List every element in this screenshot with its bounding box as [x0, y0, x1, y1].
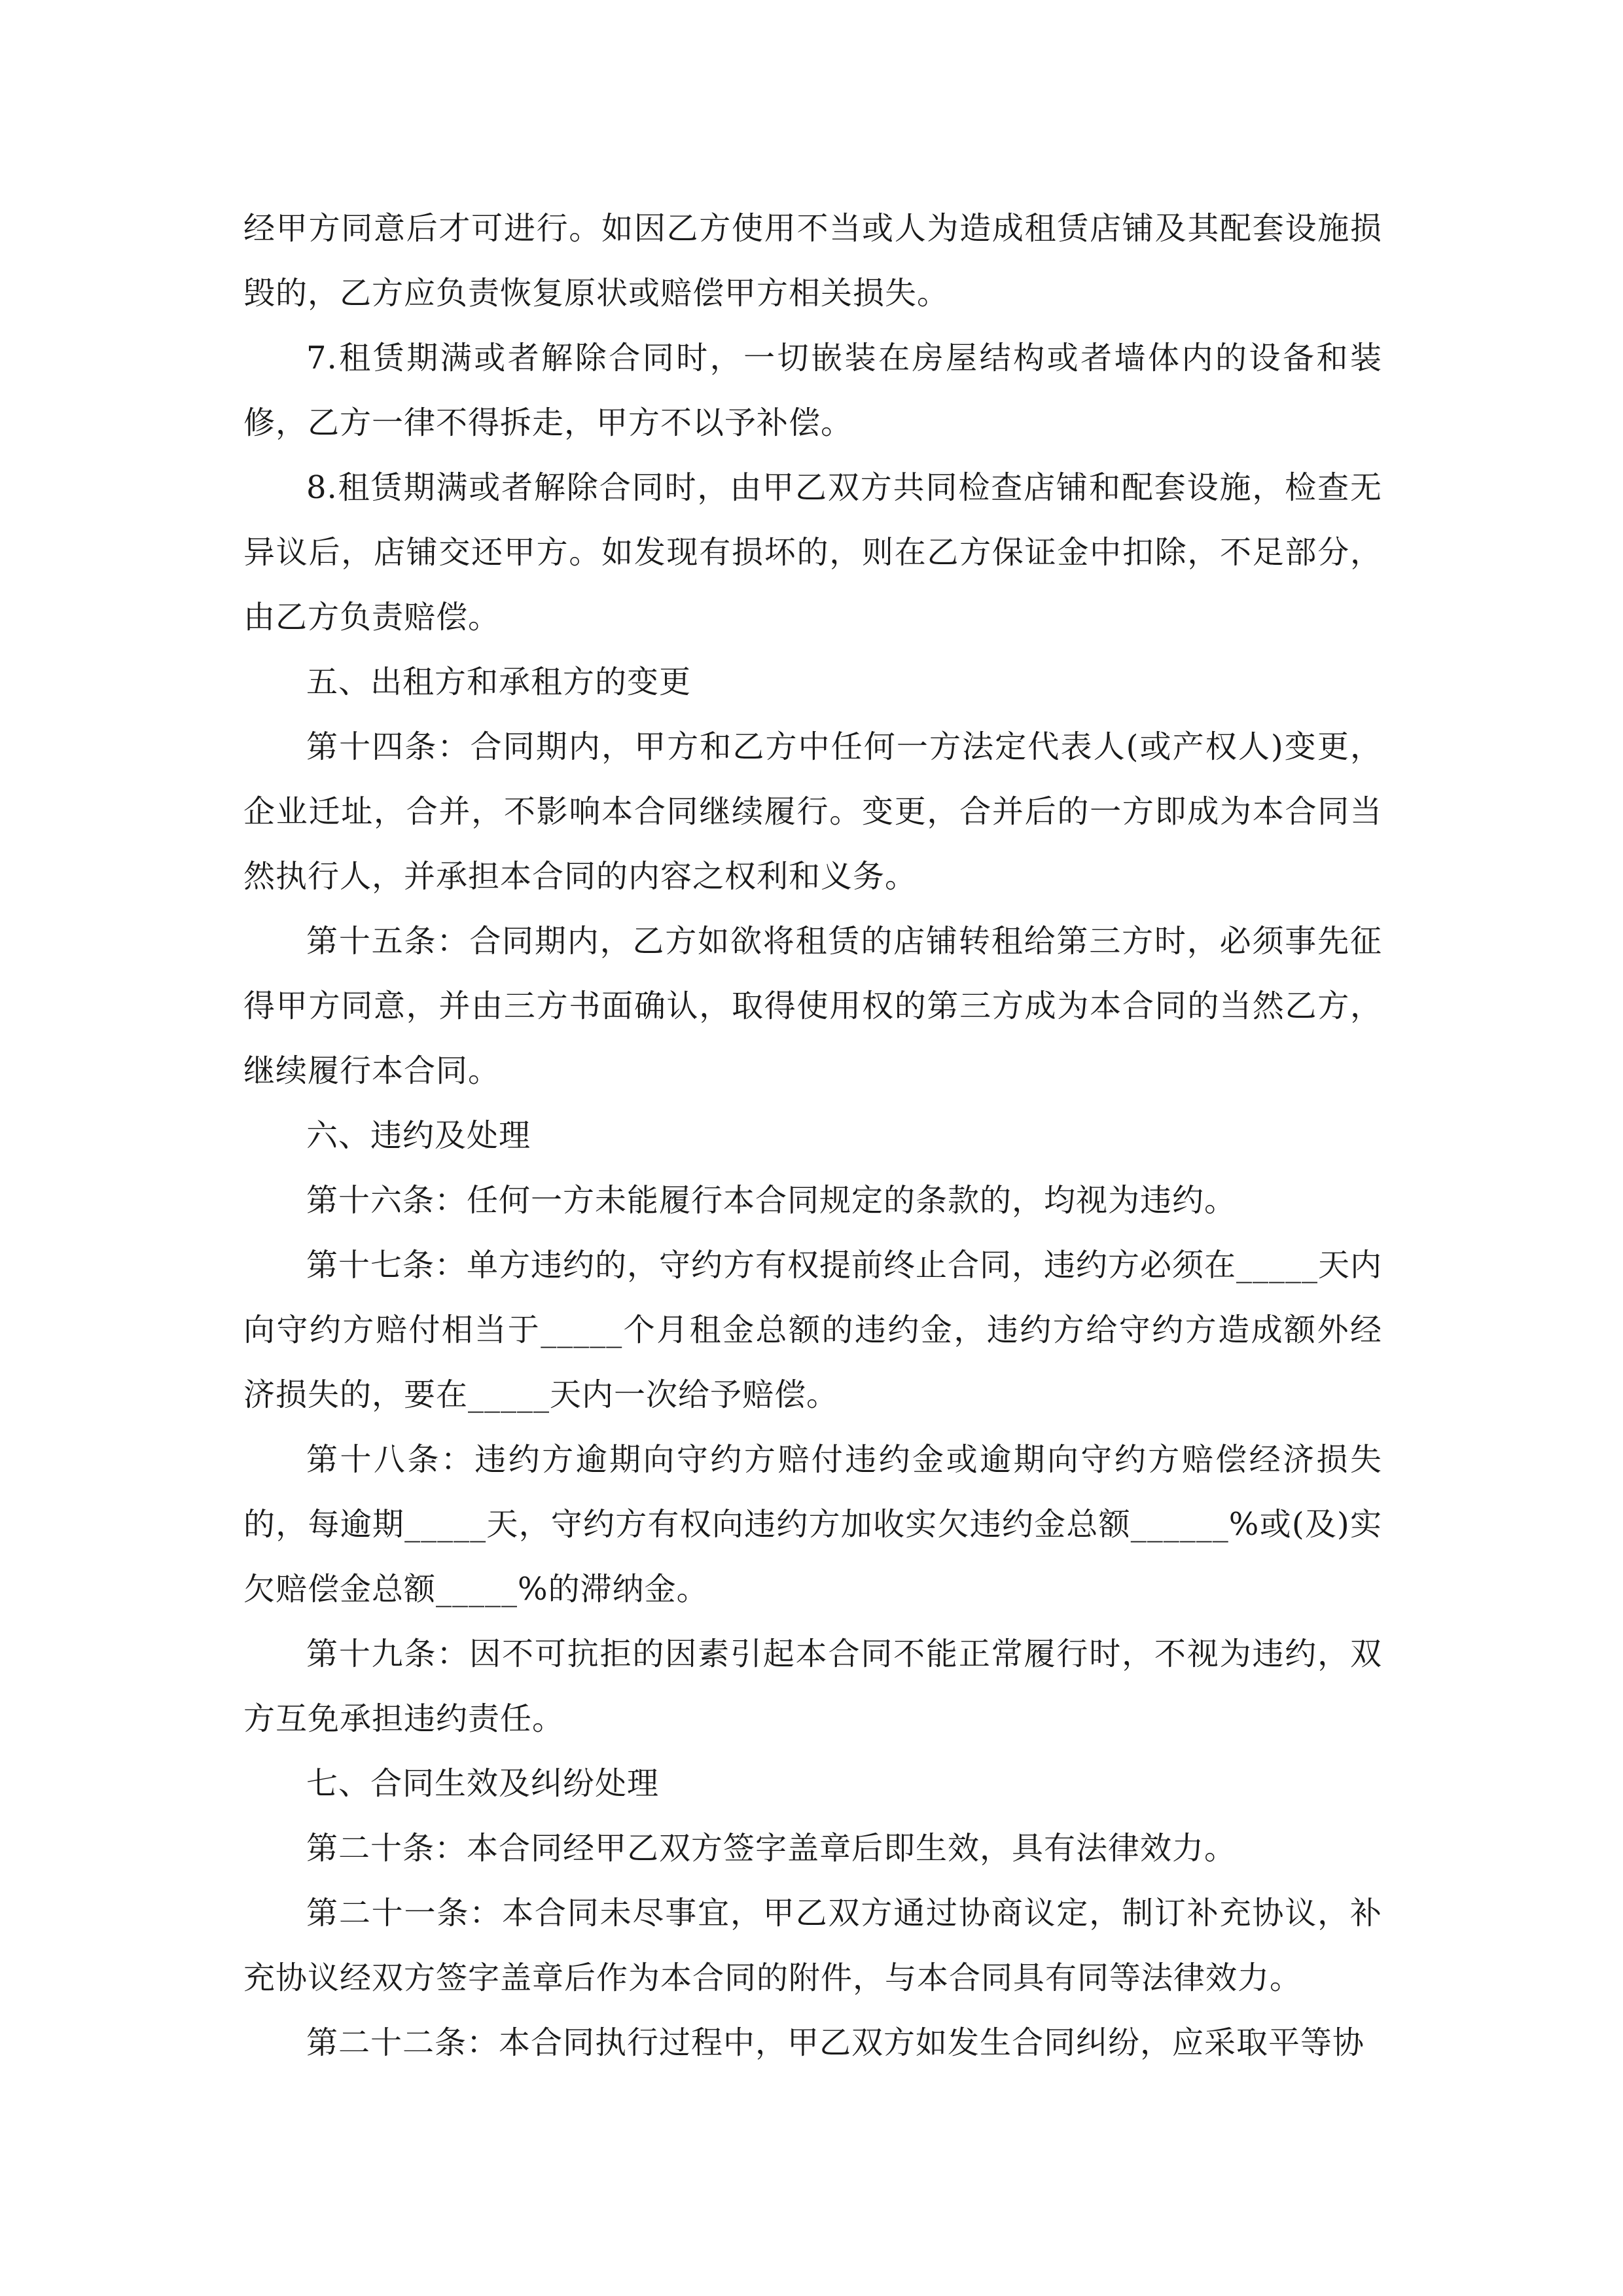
article-21: 第二十一条：本合同未尽事宜，甲乙双方通过协商议定，制订补充协议，补充协议经双方签字盖章后作为本合同的附件，与本合同具有同等法律效力。: [243, 1895, 1382, 1996]
clause-8: 8.租赁期满或者解除合同时，由甲乙双方共同检查店铺和配套设施，检查无异议后，店铺交还甲方。如发现有损坏的，则在乙方保证金中扣除，不足部分，由乙方负责赔偿。: [243, 469, 1382, 636]
document-page: [243, 196, 1382, 2075]
article-15: 第十五条：合同期内，乙方如欲将租赁的店铺转租给第三方时，必须事先征得甲方同意，并由三方书面确认，取得使用权的第三方成为本合同的当然乙方，继续履行本合同。: [243, 923, 1382, 1089]
article-20: 第二十条：本合同经甲乙双方签字盖章后即生效，具有法律效力。: [306, 1830, 1237, 1867]
section-heading-5: 五、出租方和承租方的变更: [306, 664, 692, 700]
article-16: 第十六条：任何一方未能履行本合同规定的条款的，均视为违约。: [306, 1182, 1237, 1219]
article-18: 第十八条：违约方逾期向守约方赔付违约金或逾期向守约方赔偿经济损失的，每逾期_____天，守约方有权向违约方加收实欠违约金总额______%或(及)实欠赔偿金总额_____%的滞纳金。: [243, 1441, 1382, 1607]
section-heading-6: 六、违约及处理: [306, 1117, 531, 1154]
article-14: 第十四条：合同期内，甲方和乙方中任何一方法定代表人(或产权人)变更，企业迁址，合并，不影响本合同继续履行。变更，合并后的一方即成为本合同当然执行人，并承担本合同的内容之权利和义务。: [243, 728, 1382, 895]
article-19: 第十九条：因不可抗拒的因素引起本合同不能正常履行时，不视为违约，双方互免承担违约责任。: [243, 1636, 1382, 1737]
section-heading-7: 七、合同生效及纠纷处理: [306, 1765, 660, 1802]
article-17: 第十七条：单方违约的，守约方有权提前终止合同，违约方必须在_____天内向守约方赔付相当于_____个月租金总额的违约金，违约方给守约方造成额外经济损失的，要在_____天内一次给予赔偿。: [243, 1247, 1383, 1413]
clause-7: 7.租赁期满或者解除合同时，一切嵌装在房屋结构或者墙体内的设备和装修，乙方一律不得拆走，甲方不以予补偿。: [243, 340, 1382, 441]
paragraph-continuation: 经甲方同意后才可进行。如因乙方使用不当或人为造成租赁店铺及其配套设施损毁的，乙方应负责恢复原状或赔偿甲方相关损失。: [243, 210, 1382, 312]
article-22: 第二十二条：本合同执行过程中，甲乙双方如发生合同纠纷，应采取平等协: [306, 2024, 1365, 2061]
